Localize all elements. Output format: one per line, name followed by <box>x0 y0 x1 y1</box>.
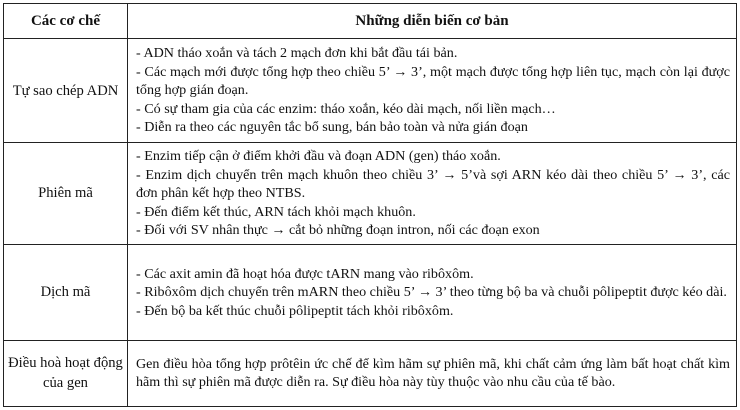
event-line: - Ribôxôm dịch chuyển trên mARN theo chiều 5’ → 3’ theo từng bộ ba và chuỗi pôlipeptit được kéo dài. <box>136 284 727 301</box>
event-line: - Có sự tham gia của các enzim: tháo xoắn, kéo dài mạch, nối liền mạch… <box>136 100 556 117</box>
mechanism-name: Tự sao chép ADN <box>4 39 128 143</box>
table-row <box>4 340 737 406</box>
table-row <box>4 143 737 245</box>
mechanism-events <box>128 143 737 245</box>
event-line: - Đối với SV nhân thực → cắt bỏ những đoạn intron, nối các đoạn exon <box>136 222 540 239</box>
event-line: - Đến bộ ba kết thúc chuỗi pôlipeptit tách khỏi ribôxôm. <box>136 302 454 319</box>
table-row <box>4 244 737 340</box>
mechanism-name: Điều hoà hoạt động của gen <box>4 340 128 406</box>
mechanism-name: Phiên mã <box>4 143 128 245</box>
header-basic-events: Những diễn biến cơ bản <box>128 4 737 39</box>
mechanism-events <box>128 340 737 406</box>
event-line: - Các axit amin đã hoạt hóa được tARN mang vào ribôxôm. <box>136 265 474 282</box>
header-mechanisms: Các cơ chế <box>4 4 128 39</box>
event-line: - Các mạch mới được tổng hợp theo chiều 5’ → 3’, một mạch được tổng hợp liên tục, mạch còn lại được tổng hợp gián đoạn. <box>136 63 730 99</box>
header-row <box>4 4 737 39</box>
mechanism-name: Dịch mã <box>4 244 128 340</box>
event-line: - Enzim dịch chuyển trên mạch khuôn theo chiều 3’ → 5’và sợi ARN kéo dài theo chiều 5’ → 3’, các đơn phân kết hợp theo NTBS. <box>136 166 730 202</box>
mechanisms-table <box>3 3 737 407</box>
event-paragraph: Gen điều hòa tổng hợp prôtêin ức chế để kìm hãm sự phiên mã, khi chất cảm ứng làm bất hoạt chất kìm hãm thì sự phiên mã được diễn ra. Sự điều hòa này tùy thuộc vào nhu cầu của tế bào. <box>136 355 730 391</box>
mechanism-events <box>128 39 737 143</box>
event-line: - Diễn ra theo các nguyên tắc bổ sung, bán bảo toàn và nửa gián đoạn <box>136 119 528 136</box>
event-line: - Đến điểm kết thúc, ARN tách khỏi mạch khuôn. <box>136 203 416 220</box>
table-row <box>4 39 737 143</box>
mechanism-events <box>128 244 737 340</box>
event-line: - ADN tháo xoắn và tách 2 mạch đơn khi bắt đầu tái bản. <box>136 45 458 62</box>
event-line: - Enzim tiếp cận ở điểm khởi đầu và đoạn ADN (gen) tháo xoắn. <box>136 148 501 164</box>
